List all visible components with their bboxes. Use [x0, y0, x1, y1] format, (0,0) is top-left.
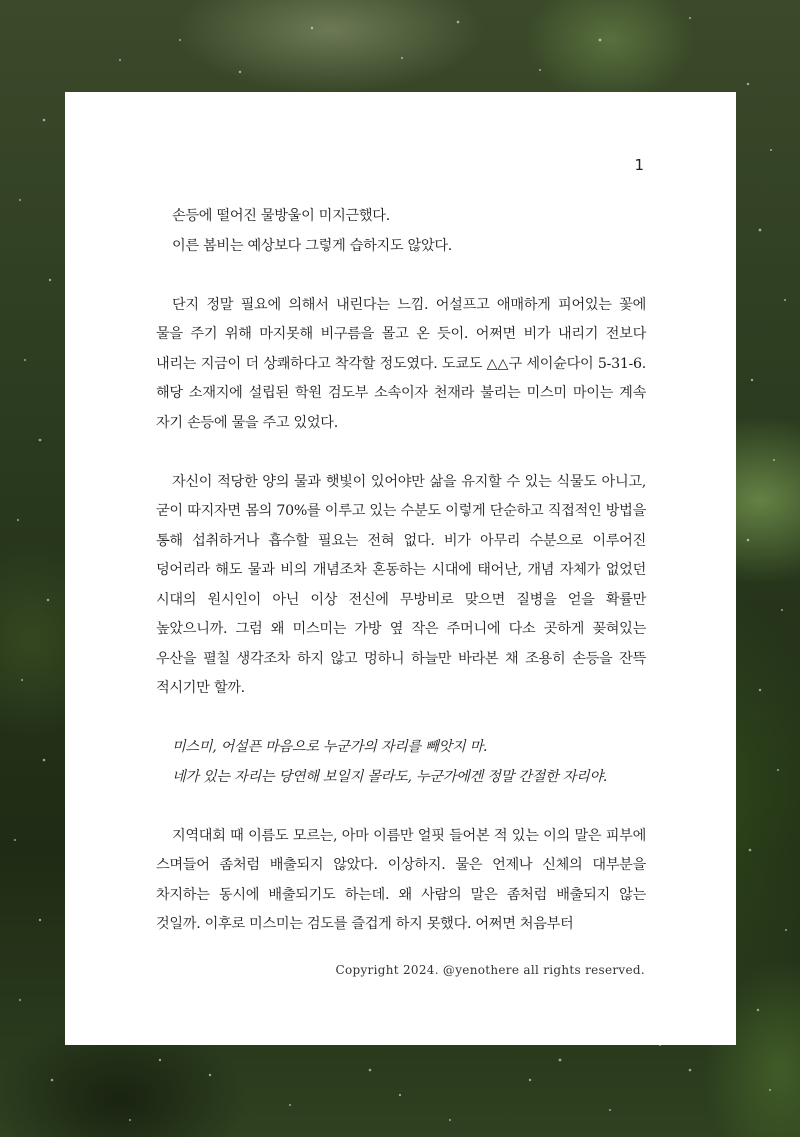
italic-quote	[156, 733, 646, 792]
document-page	[65, 92, 736, 1045]
quote-line: 미스미, 어설픈 마음으로 누군가의 자리를 빼앗지 마.	[172, 739, 488, 755]
paragraph-5	[156, 822, 646, 940]
paragraph-2	[156, 291, 646, 439]
paragraph-text: 자신이 적당한 양의 물과 햇빛이 있어야만 삶을 유지할 수 있는 식물도 아니고, 굳이 따지자면 몸의 70%를 이루고 있는 수분도 이렇게 단순하고 직접적인 방법을 통해 섭취하거나 흡수할 필요는 전혀 없다. 비가 아무리 수분으로 이루어진 덩어리라 해도 물과 비의 개념조차 혼동하는 시대에 태어난, 개념 자체가 없었던 시대의 원시인이 아닌 이상 전신에 무방비로 맞으면 질병을 얻을 확률만 높았으니까. 그럼 왜 미스미는 가방 옆 작은 주머니에 다소 곳하게 꽂혀있는 우산을 펼칠 생각조차 하지 않고 멍하니 하늘만 바라본 채 조용히 손등을 잔뜩 적시기만 할까.	[156, 473, 646, 696]
paragraph-1	[156, 202, 646, 261]
paragraph-gap	[156, 792, 646, 822]
paragraph-3	[156, 468, 646, 704]
copyright-notice: Copyright 2024. @yenothere all rights reserved.	[335, 963, 645, 977]
page-number: 1	[634, 156, 644, 174]
paragraph-text: 지역대회 때 이름도 모르는, 아마 이름만 얼핏 들어본 적 있는 이의 말은 피부에 스며들어 좀처럼 배출되지 않았다. 이상하지. 물은 언제나 신체의 대부분을 차지하는 동시에 배출되기도 하는데. 왜 사람의 말은 좀처럼 배출되지 않는 것일까. 이후로 미스미는 검도를 즐겁게 하지 못했다. 어쩌면 처음부터	[156, 827, 646, 932]
paragraph-gap	[156, 261, 646, 291]
text-line: 손등에 떨어진 물방울이 미지근했다.	[172, 208, 390, 224]
page-content	[156, 202, 646, 940]
paragraph-gap	[156, 438, 646, 468]
paragraph-text: 단지 정말 필요에 의해서 내린다는 느낌. 어설프고 애매하게 피어있는 꽃에 물을 주기 위해 마지못해 비구름을 몰고 온 듯이. 어쩌면 비가 내리기 전보다 내리는 지금이 더 상쾌하다고 착각할 정도였다. 도쿄도 △△구 세이슌다이 5-31-6. 해당 소재지에 설립된 학원 검도부 소속이자 천재라 불리는 미스미 마이는 계속 자기 손등에 물을 주고 있었다.	[156, 296, 646, 431]
paragraph-gap	[156, 704, 646, 734]
quote-line: 네가 있는 자리는 당연해 보일지 몰라도, 누군가에겐 정말 간절한 자리야.	[172, 768, 608, 785]
text-line: 이른 봄비는 예상보다 그렇게 습하지도 않았다.	[172, 237, 452, 254]
